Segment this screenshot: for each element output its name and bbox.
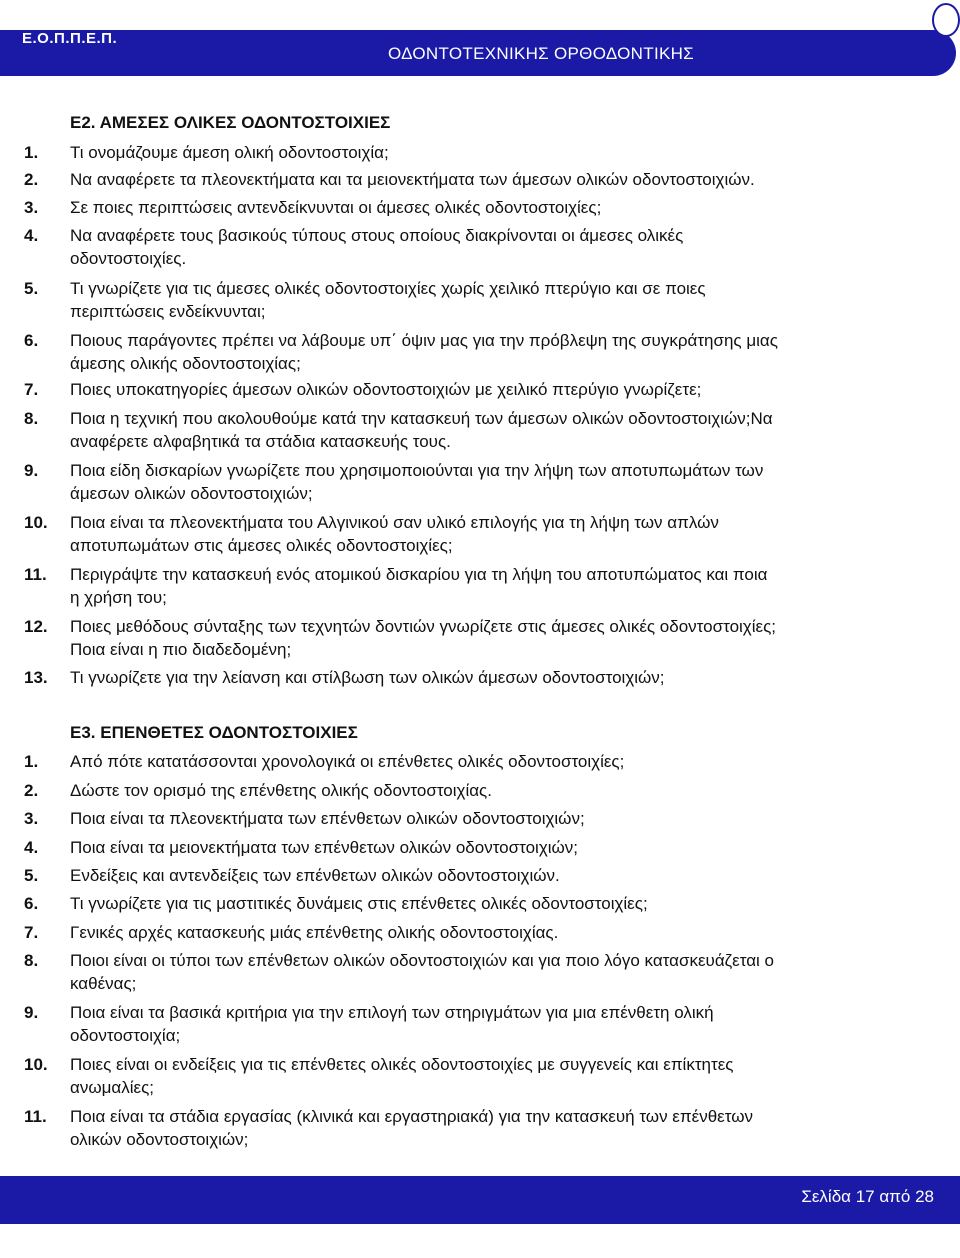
question-text-line: περιπτώσεις ενδείκνυνται; — [70, 302, 266, 321]
question-text — [70, 750, 920, 773]
question-text-line: Ποια είδη δισκαρίων γνωρίζετε που χρησιμοποιούνται για την λήψη των αποτυπωμάτων των — [70, 461, 764, 480]
question-text-line: αναφέρετε αλφαβητικά τα στάδια κατασκευής τους. — [70, 432, 451, 451]
question-number: 4. — [24, 838, 39, 857]
question-text-line: Γενικές αρχές κατασκευής μιάς επένθετης ολικής οδοντοστοιχίας. — [70, 923, 559, 942]
header-corner-circle — [932, 3, 960, 37]
question-text-line: Ποιες υποκατηγορίες άμεσων ολικών οδοντοστοιχιών με χειλικό πτερύγιο γνωρίζετε; — [70, 380, 702, 399]
question-text-line: οδοντοστοιχία; — [70, 1026, 181, 1045]
question-text-line: ολικών οδοντοστοιχιών; — [70, 1130, 249, 1149]
question-number: 1. — [24, 752, 39, 771]
question-number: 7. — [24, 380, 39, 399]
question-text-line: άμεσων ολικών οδοντοστοιχιών; — [70, 484, 313, 503]
question-text-line: Ποια είναι τα βασικά κριτήρια για την επιλογή των στηριγμάτων για μια επένθετη ολική — [70, 1003, 714, 1022]
question-number: 9. — [24, 461, 39, 480]
question-number: 5. — [24, 866, 39, 885]
question-number: 3. — [24, 198, 39, 217]
question-text-line: Ενδείξεις και αντενδείξεις των επένθετων ολικών οδοντοστοιχιών. — [70, 866, 560, 885]
question-text-line: Ποια είναι τα στάδια εργασίας (κλινικά και εργαστηριακά) για την κατασκευή των επένθετων — [70, 1107, 753, 1126]
question-text — [70, 836, 920, 859]
question-text — [70, 1053, 920, 1099]
question-text — [70, 141, 920, 164]
question-text-line: αποτυπωμάτων στις άμεσες ολικές οδοντοστοιχίες; — [70, 536, 453, 555]
question-text — [70, 277, 920, 323]
question-text — [70, 666, 920, 689]
question-text-line: Δώστε τον ορισμό της επένθετης ολικής οδοντοστοιχίας. — [70, 781, 492, 800]
question-number: 6. — [24, 894, 39, 913]
question-number: 9. — [24, 1003, 39, 1022]
question-text-line: ανωμαλίες; — [70, 1078, 154, 1097]
question-number: 12. — [24, 617, 48, 636]
question-text — [70, 224, 920, 270]
question-number: 4. — [24, 226, 39, 245]
question-text-line: Περιγράψτε την κατασκευή ενός ατομικού δισκαρίου για τη λήψη του αποτυπώματος και ποια — [70, 565, 768, 584]
page-number: Σελίδα 17 από 28 — [801, 1187, 934, 1206]
section-title: Ε2. ΑΜΕΣΕΣ ΟΛΙΚΕΣ ΟΔΟΝΤΟΣΤΟΙΧΙΕΣ — [70, 113, 391, 132]
question-text-line: Τι ονομάζουμε άμεση ολική οδοντοστοιχία; — [70, 143, 389, 162]
question-text-line: καθένας; — [70, 974, 137, 993]
question-number: 2. — [24, 781, 39, 800]
question-text-line: Ποια είναι τα πλεονεκτήματα των επένθετων ολικών οδοντοστοιχιών; — [70, 809, 585, 828]
question-text — [70, 407, 920, 453]
question-text-line: Ποια είναι τα πλεονεκτήματα του Αλγινικού σαν υλικό επιλογής για τη λήψη των απλών — [70, 513, 719, 532]
question-text — [70, 1105, 920, 1151]
question-text — [70, 511, 920, 557]
question-text — [70, 949, 920, 995]
question-text-line: Να αναφέρετε τους βασικούς τύπους στους οποίους διακρίνονται οι άμεσες ολικές — [70, 226, 684, 245]
section-title: Ε3. ΕΠΕΝΘΕΤΕΣ ΟΔΟΝΤΟΣΤΟΙΧΙΕΣ — [70, 723, 358, 742]
question-text — [70, 615, 920, 661]
question-text — [70, 864, 920, 887]
question-number: 10. — [24, 1055, 48, 1074]
question-text-line: Να αναφέρετε τα πλεονεκτήματα και τα μειονεκτήματα των άμεσων ολικών οδοντοστοιχιών. — [70, 170, 755, 189]
question-number: 7. — [24, 923, 39, 942]
question-text-line: Σε ποιες περιπτώσεις αντενδείκνυνται οι άμεσες ολικές οδοντοστοιχίες; — [70, 198, 602, 217]
question-number: 11. — [24, 1107, 47, 1126]
question-text — [70, 892, 920, 915]
question-text-line: Ποια η τεχνική που ακολουθούμε κατά την κατασκευή των άμεσων ολικών οδοντοστοιχιών;Να — [70, 409, 773, 428]
question-text — [70, 807, 920, 830]
question-text-line: άμεσης ολικής οδοντοστοιχίας; — [70, 354, 301, 373]
header-subject: ΟΔΟΝΤΟΤΕΧΝΙΚΗΣ ΟΡΘΟΔΟΝΤΙΚΗΣ — [387, 44, 694, 63]
question-text — [70, 563, 920, 609]
question-number: 8. — [24, 409, 39, 428]
question-text-line: Ποιες είναι οι ενδείξεις για τις επένθετες ολικές οδοντοστοιχίες με συγγενείς και επίκτητες — [70, 1055, 734, 1074]
question-text-line: οδοντοστοιχίες. — [70, 249, 187, 268]
question-text-line: Ποιοι είναι οι τύποι των επένθετων ολικών οδοντοστοιχιών και για ποιο λόγο κατασκευάζεται ο — [70, 951, 774, 970]
question-text — [70, 459, 920, 505]
question-number: 5. — [24, 279, 39, 298]
question-text-line: Ποιες μεθόδους σύνταξης των τεχνητών δοντιών γνωρίζετε στις άμεσες ολικές οδοντοστοιχίες; — [70, 617, 777, 636]
question-number: 13. — [24, 668, 48, 687]
question-text — [70, 196, 920, 219]
question-text — [70, 378, 920, 401]
question-text-line: Ποιους παράγοντες πρέπει να λάβουμε υπ΄ όψιν μας για την πρόβλεψη της συγκράτησης μιας — [70, 331, 778, 350]
question-text — [70, 1001, 920, 1047]
question-text — [70, 779, 920, 802]
question-text-line: Από πότε κατατάσσονται χρονολογικά οι επένθετες ολικές οδοντοστοιχίες; — [70, 752, 625, 771]
header-organization: Ε.Ο.Π.Π.Ε.Π. — [22, 30, 118, 47]
question-number: 11. — [24, 565, 47, 584]
question-number: 6. — [24, 331, 39, 350]
question-text-line: Τι γνωρίζετε για τις μαστιτικές δυνάμεις στις επένθετες ολικές οδοντοστοιχίες; — [70, 894, 648, 913]
question-text — [70, 168, 920, 191]
question-number: 2. — [24, 170, 39, 189]
question-text-line: Τι γνωρίζετε για τις άμεσες ολικές οδοντοστοιχίες χωρίς χειλικό πτερύγιο και σε ποιες — [70, 279, 706, 298]
question-number: 8. — [24, 951, 39, 970]
question-number: 1. — [24, 143, 39, 162]
question-number: 10. — [24, 513, 48, 532]
question-number: 3. — [24, 809, 39, 828]
question-text — [70, 921, 920, 944]
question-text-line: η χρήση του; — [70, 588, 167, 607]
question-text-line: Ποια είναι τα μειονεκτήματα των επένθετων ολικών οδοντοστοιχιών; — [70, 838, 579, 857]
question-text-line: Ποια είναι η πιο διαδεδομένη; — [70, 640, 292, 659]
question-text — [70, 329, 920, 375]
question-text-line: Τι γνωρίζετε για την λείανση και στίλβωση των ολικών άμεσων οδοντοστοιχιών; — [70, 668, 665, 687]
